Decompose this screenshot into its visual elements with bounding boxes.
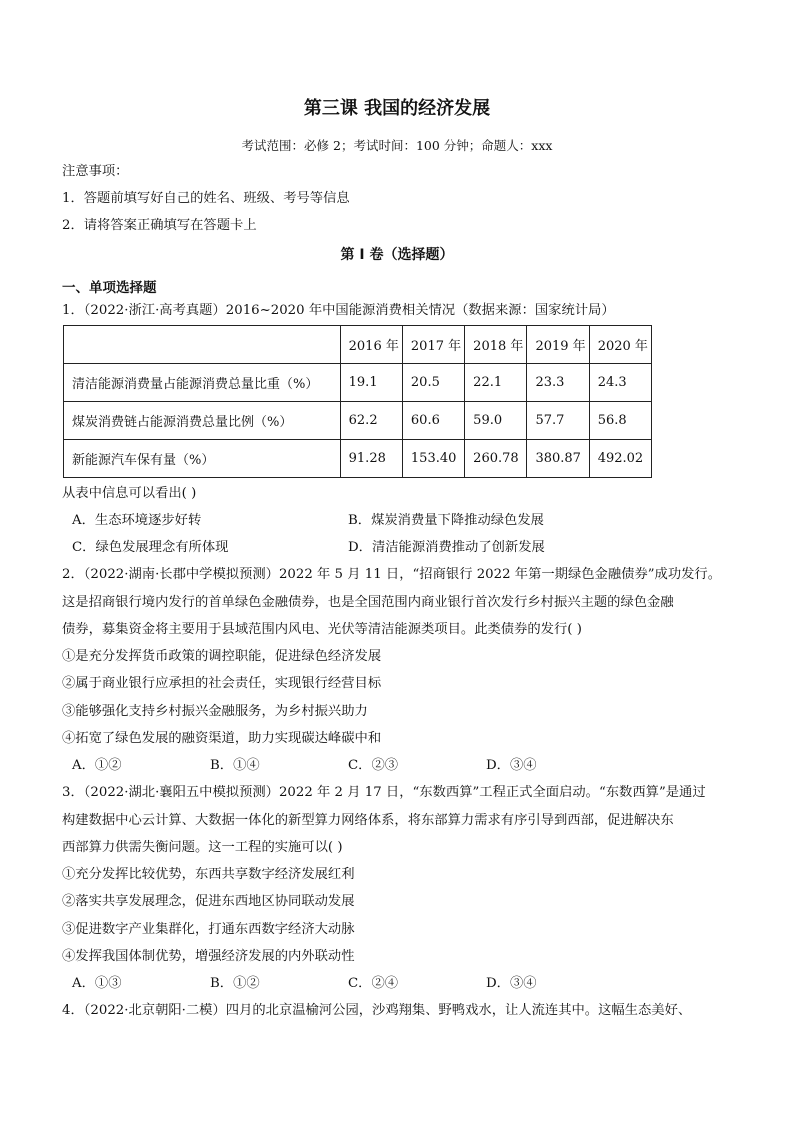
table-header: 2020 年 bbox=[589, 326, 651, 364]
table-row bbox=[64, 364, 652, 402]
table-cell: 59.0 bbox=[465, 402, 527, 440]
q2-stem-line: 债券，募集资金将主要用于县域范围内风电、光伏等清洁能源类项目。此类债券的发行( ) bbox=[62, 622, 582, 637]
q3-statement: ③促进数字产业集群化，打通东西数字经济大动脉 bbox=[62, 922, 355, 937]
table-cell: 23.3 bbox=[527, 364, 589, 402]
notice-heading: 注意事项： bbox=[62, 164, 129, 179]
table-header: 2019 年 bbox=[527, 326, 589, 364]
table-cell bbox=[64, 326, 341, 364]
q2-stem-line: 这是招商银行境内发行的首单绿色金融债券，也是全国范围内商业银行首次发行乡村振兴主题的绿色金融 bbox=[62, 595, 674, 610]
q3-statement: ②落实共享发展理念，促进东西地区协同联动发展 bbox=[62, 894, 355, 909]
section-title: 一、单项选择题 bbox=[62, 280, 157, 296]
q3-stem-line: 3．（2022·湖北·襄阳五中模拟预测）2022 年 2 月 17 日，“东数西算”工程正式全面启动。“东数西算”是通过 bbox=[62, 785, 706, 800]
table-cell: 22.1 bbox=[465, 364, 527, 402]
table-cell: 57.7 bbox=[527, 402, 589, 440]
table-row bbox=[64, 440, 652, 478]
table-cell: 60.6 bbox=[402, 402, 464, 440]
q3-statement: ④发挥我国体制优势，增强经济发展的内外联动性 bbox=[62, 949, 355, 964]
q3-option-d[interactable]: D．③④ bbox=[486, 976, 537, 991]
exam-meta: 考试范围：必修 2；考试时间：100 分钟；命题人：xxx bbox=[241, 138, 553, 153]
q3-option-b[interactable]: B．①② bbox=[210, 976, 260, 991]
table-header: 2017 年 bbox=[402, 326, 464, 364]
q3-option-a[interactable]: A．①③ bbox=[72, 976, 122, 991]
q1-option-b[interactable]: B．煤炭消费量下降推动绿色发展 bbox=[348, 513, 544, 528]
table-row-label: 新能源汽车保有量（%） bbox=[64, 440, 341, 478]
part-title: 第 I 卷（选择题） bbox=[340, 247, 454, 263]
table-cell: 260.78 bbox=[465, 440, 527, 478]
q1-stem: 1．（2022·浙江·高考真题）2016~2020 年中国能源消费相关情况（数据来源：国家统计局） bbox=[62, 303, 615, 318]
q3-stem-line: 构建数据中心云计算、大数据一体化的新型算力网络体系，将东部算力需求有序引导到西部，促进解决东 bbox=[62, 813, 674, 828]
table-cell: 19.1 bbox=[340, 364, 402, 402]
q2-statement: ①是充分发挥货币政策的调控职能，促进绿色经济发展 bbox=[62, 649, 382, 664]
table-header: 2016 年 bbox=[340, 326, 402, 364]
q2-option-a[interactable]: A．①② bbox=[72, 758, 122, 773]
table-cell: 62.2 bbox=[340, 402, 402, 440]
q3-option-c[interactable]: C．②④ bbox=[348, 976, 399, 991]
table-cell: 56.8 bbox=[589, 402, 651, 440]
table-cell: 20.5 bbox=[402, 364, 464, 402]
notice-item: 2．请将答案正确填写在答题卡上 bbox=[62, 218, 257, 233]
table-header-row bbox=[64, 326, 652, 364]
q2-statement: ②属于商业银行应承担的社会责任，实现银行经营目标 bbox=[62, 676, 382, 691]
table-cell: 153.40 bbox=[402, 440, 464, 478]
q3-statement: ①充分发挥比较优势，东西共享数字经济发展红利 bbox=[62, 867, 355, 882]
q4-stem-line: 4．（2022·北京朝阳·二模）四月的北京温榆河公园，沙鸡翔集、野鸭戏水，让人流连其中。这幅生态美好、 bbox=[62, 1003, 692, 1018]
q2-option-d[interactable]: D．③④ bbox=[486, 758, 537, 773]
table-header: 2018 年 bbox=[465, 326, 527, 364]
table-cell: 24.3 bbox=[589, 364, 651, 402]
energy-table bbox=[63, 325, 652, 478]
table-row-label: 煤炭消费链占能源消费总量比例（%） bbox=[64, 402, 341, 440]
q1-option-c[interactable]: C．绿色发展理念有所体现 bbox=[72, 540, 229, 555]
q2-stem-line: 2．（2022·湖南·长郡中学模拟预测）2022 年 5 月 11 日，“招商银行 2022 年第一期绿色金融债券”成功发行。 bbox=[62, 567, 722, 582]
table-row bbox=[64, 402, 652, 440]
q2-statement: ③能够强化支持乡村振兴金融服务，为乡村振兴助力 bbox=[62, 704, 368, 719]
q1-option-d[interactable]: D．清洁能源消费推动了创新发展 bbox=[348, 540, 545, 555]
q2-statement: ④拓宽了绿色发展的融资渠道，助力实现碳达峰碳中和 bbox=[62, 731, 382, 746]
q2-option-c[interactable]: C．②③ bbox=[348, 758, 399, 773]
q3-stem-line: 西部算力供需失衡问题。这一工程的实施可以( ) bbox=[62, 840, 343, 855]
table-row-label: 清洁能源消费量占能源消费总量比重（%） bbox=[64, 364, 341, 402]
table-cell: 492.02 bbox=[589, 440, 651, 478]
table-cell: 91.28 bbox=[340, 440, 402, 478]
table-cell: 380.87 bbox=[527, 440, 589, 478]
q1-option-a[interactable]: A．生态环境逐步好转 bbox=[72, 513, 202, 528]
page-title: 第三课 我国的经济发展 bbox=[303, 98, 491, 119]
notice-item: 1．答题前填写好自己的姓名、班级、考号等信息 bbox=[62, 191, 350, 206]
q2-option-b[interactable]: B．①④ bbox=[210, 758, 260, 773]
q1-question: 从表中信息可以看出( ) bbox=[62, 486, 197, 501]
